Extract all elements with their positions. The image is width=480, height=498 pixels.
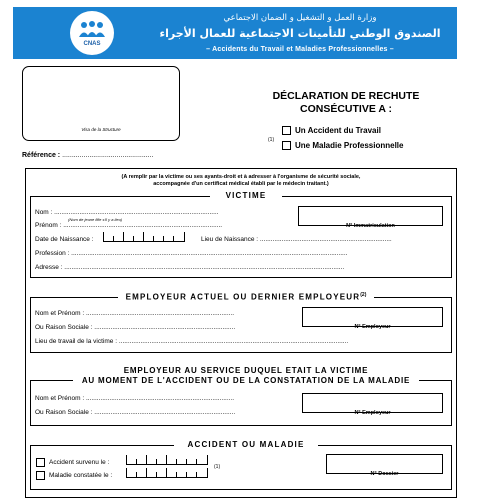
employeur-actuel-nom-dots: .................................................................................. — [85, 310, 235, 317]
employeur-actuel-title — [118, 292, 374, 302]
employeur-service-raison-field[interactable] — [35, 409, 235, 416]
cnas-logo — [70, 11, 114, 55]
profession-dots: ......................................................................................................................................................... — [71, 250, 348, 257]
employeur-service-numero-caption: N° Employeur — [354, 410, 391, 416]
note-line-1: (A remplir par la victime ou ses ayants-droit et à adresser à l'organisme de sécurité sociale, — [121, 174, 361, 180]
employeur-actuel-raison-field[interactable] — [35, 324, 235, 331]
maladie-constatee-checkbox[interactable] — [36, 471, 45, 480]
ministry-arabic: وزارة العمل و التشغيل و الضمان الاجتماعي — [223, 13, 377, 23]
accident-survenu-checkbox[interactable] — [36, 458, 45, 467]
date-naissance-field[interactable] — [103, 233, 185, 242]
reference-field[interactable] — [22, 152, 154, 159]
reference-label: Référence : — [22, 152, 61, 159]
nom-jeune-fille-note: (Nom de jeune fille s'il y a lieu) — [68, 217, 123, 222]
maladie-professionnelle-label: Une Maladie Professionnelle — [295, 141, 404, 150]
accident-travail-checkbox[interactable] — [282, 126, 291, 135]
title-line-2: CONSÉCUTIVE A : — [300, 103, 392, 115]
options-footnote: (1) — [268, 137, 275, 143]
employeur-actuel-raison-dots: .............................................................................. — [94, 324, 236, 331]
employeur-service-nom-field[interactable] — [35, 395, 234, 402]
lieu-naissance-label: Lieu de Naissance : — [201, 236, 259, 243]
instructions-note — [25, 174, 457, 188]
dossier-numero-caption: N° Dossier — [370, 471, 399, 477]
prenom-dots: ........................................................................................ — [63, 222, 223, 229]
nom-label: Nom : — [35, 209, 53, 216]
profession-label: Profession : — [35, 250, 70, 257]
fund-arabic: الصندوق الوطني للتأمينات الاجتماعية للعمال الأجراء — [159, 27, 441, 40]
cnas-family-logo-icon — [77, 21, 107, 39]
accident-title: ACCIDENT OU MALADIE — [174, 440, 318, 449]
date-naissance-label: Date de Naissance : — [35, 236, 94, 243]
logo-text: CNAS — [83, 41, 101, 47]
victime-title: VICTIME — [210, 191, 282, 200]
nom-dots: ........................................................................................... — [54, 209, 219, 216]
immatriculation-caption: N° Immatriculation — [346, 223, 395, 229]
adresse-label: Adresse : — [35, 264, 63, 271]
employeur-actuel-raison-label: Ou Raison Sociale : — [35, 324, 93, 331]
lieu-travail-field[interactable] — [35, 338, 348, 345]
accident-survenu-label: Accident survenu le : — [49, 459, 110, 466]
maladie-constatee-date[interactable] — [126, 469, 208, 478]
employeur-actuel-footnote: (2) — [360, 292, 367, 298]
maladie-professionnelle-checkbox[interactable] — [282, 141, 291, 150]
employeur-actuel-title-text: EMPLOYEUR ACTUEL OU DERNIER EMPLOYEUR — [125, 292, 361, 302]
accident-travail-label: Un Accident du Travail — [295, 126, 381, 135]
lieu-naissance-field[interactable] — [201, 236, 392, 243]
profession-field[interactable] — [35, 250, 347, 257]
employeur-actuel-numero-caption: N° Employeur — [354, 324, 391, 330]
employeur-service-nom-label: Nom et Prénom : — [35, 395, 85, 402]
accident-footnote: (1) — [214, 464, 221, 470]
prenom-label: Prénom : — [35, 222, 62, 229]
lieu-travail-dots: ............................................................................................................................... — [118, 338, 349, 345]
employeur-service-title-line-2: AU MOMENT DE L'ACCIDENT OU DE LA CONSTATATION DE LA MALADIE — [81, 376, 411, 385]
maladie-constatee-label: Maladie constatée le : — [49, 472, 113, 479]
accident-survenu-date[interactable] — [126, 456, 208, 465]
employeur-service-title-line-1: EMPLOYEUR AU SERVICE DUQUEL ETAIT LA VICTIME — [123, 366, 369, 375]
employeur-service-raison-label: Ou Raison Sociale : — [35, 409, 93, 416]
lieu-naissance-dots: ......................................................................... — [259, 236, 392, 243]
employeur-actuel-nom-label: Nom et Prénom : — [35, 310, 85, 317]
adresse-field[interactable] — [35, 264, 344, 271]
title-line-1: DÉCLARATION DE RECHUTE — [272, 90, 420, 102]
employeur-service-nom-dots: .................................................................................. — [85, 395, 235, 402]
employeur-service-raison-dots: .............................................................................. — [94, 409, 236, 416]
note-line-2: accompagnée d'un certificat médical établi par le médecin traitant.) — [153, 181, 329, 187]
reference-dots: ............................................... — [62, 152, 154, 159]
lieu-travail-label: Lieu de travail de la victime : — [35, 338, 118, 345]
visa-label: Visa de la Structure — [81, 127, 121, 132]
prenom-field[interactable] — [35, 222, 222, 229]
employeur-service-title — [73, 366, 419, 386]
nom-field[interactable] — [35, 209, 219, 216]
header-subtitle: – Accidents du Travail et Maladies Professionnelles – — [206, 46, 394, 53]
document-title — [250, 90, 442, 116]
adresse-dots: ........................................................................................................................................................... — [64, 264, 345, 271]
employeur-actuel-nom-field[interactable] — [35, 310, 234, 317]
